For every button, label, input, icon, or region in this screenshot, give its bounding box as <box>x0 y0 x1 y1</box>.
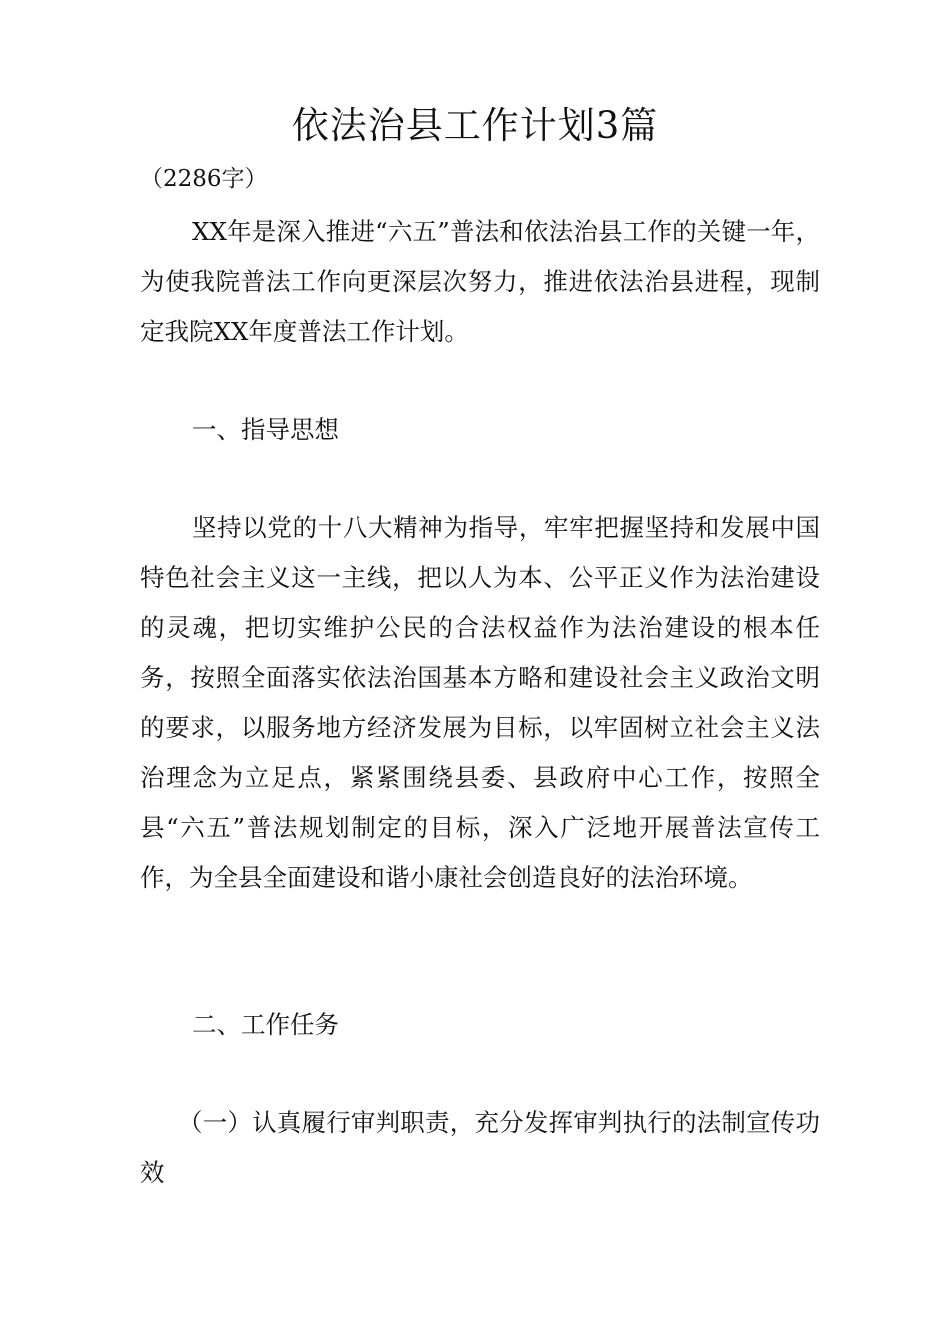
document-title: 依法治县工作计划3篇 <box>291 104 659 147</box>
guiding-ideology-paragraph: 坚持以党的十八大精神为指导，牢牢把握坚持和发展中国特色社会主义这一主线，把以人为本、公平正义作为法治建设的灵魂，把切实维护公民的合法权益作为法治建设的根本任务，按照全面落实依法治国基本方略和建设社会主义政治文明的要求，以服务地方经济发展为目标，以牢固树立社会主义法治理念为立足点，紧紧围绕县委、县政府中心工作，按照全县“六五”普法规划制定的目标，深入广泛地开展普法宣传工作，为全县全面建设和谐小康社会创造良好的法治环境。 <box>140 513 820 892</box>
word-count: （2286字） <box>140 166 268 192</box>
section-heading-work-tasks: 二、工作任务 <box>192 1010 339 1039</box>
intro-paragraph: XX年是深入推进“六五”普法和依法治县工作的关键一年，为使我院普法工作向更深层次努力，推进依法治县进程，现制定我院XX年度普法工作计划。 <box>140 217 820 346</box>
subsection-heading-trial-duties: （一）认真履行审判职责，充分发挥审判执行的法制宣传功效 <box>140 1108 820 1187</box>
section-heading-guiding-ideology: 一、指导思想 <box>192 415 339 444</box>
